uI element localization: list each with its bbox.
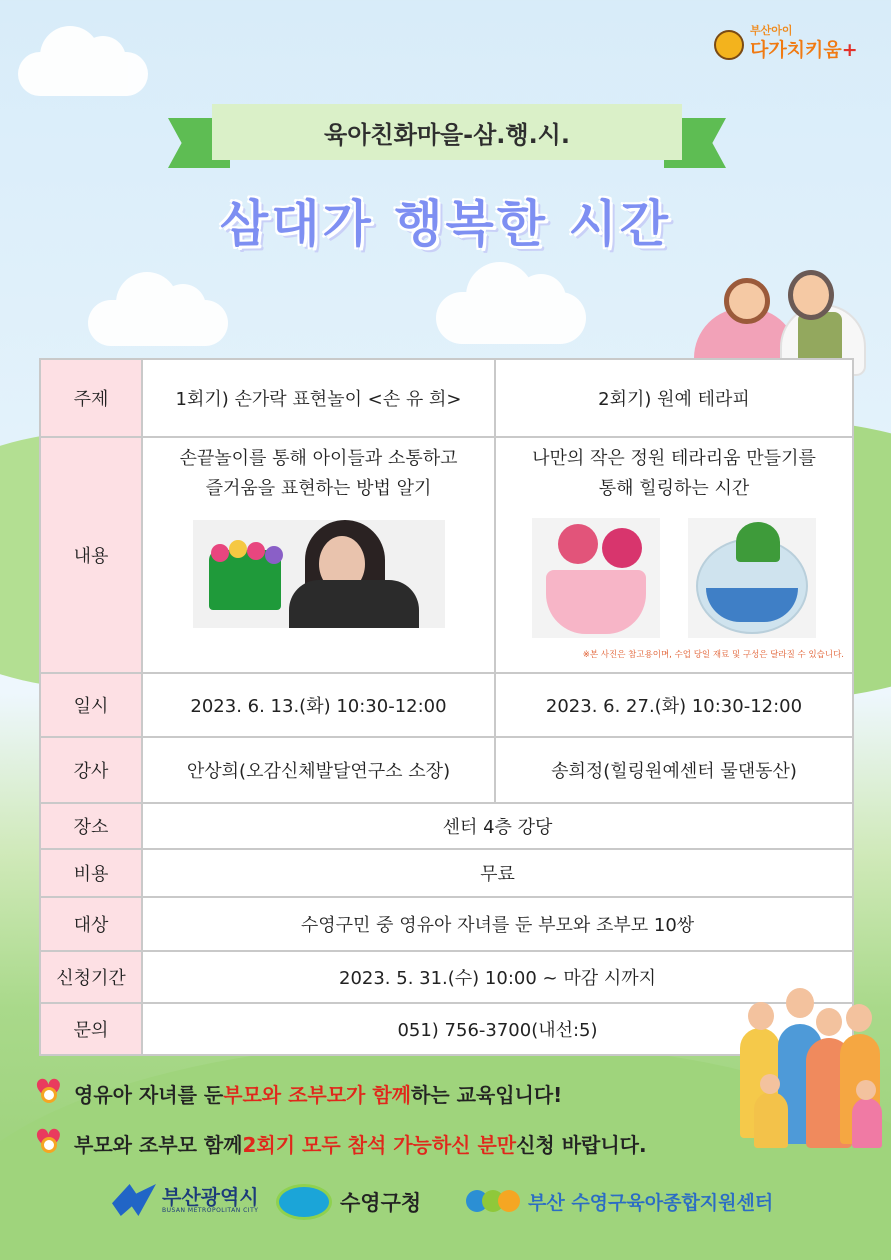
content-line: 손끝놀이를 통해 아이들과 소통하고 <box>179 448 458 469</box>
table-row <box>40 437 853 673</box>
page-title: 삼대가 행복한 시간 <box>219 195 672 253</box>
table-row <box>40 897 853 951</box>
row-label: 문의 <box>40 1003 142 1055</box>
title-ribbon <box>168 104 726 170</box>
topic-session-2: 2회기) 원예 테라피 <box>495 359 853 437</box>
table-row <box>40 803 853 849</box>
row-label: 강사 <box>40 737 142 803</box>
table-row <box>40 849 853 897</box>
datetime-session-2: 2023. 6. 27.(화) 10:30-12:00 <box>495 673 853 737</box>
notice-list <box>34 1074 734 1174</box>
list-item: ♥ 영유아 자녀를 둔 부모와 조부모가 함께 하는 교육입니다! <box>34 1074 734 1112</box>
logo-title: 다가치키움+ <box>750 39 858 61</box>
program-info-table <box>39 358 854 1056</box>
instructor-session-1: 안상희(오감신체발달연구소 소장) <box>142 737 495 803</box>
childcare-center-logo: 부산 수영구육아종합지원센터 <box>466 1186 773 1216</box>
row-label: 내용 <box>40 437 142 673</box>
row-label: 일시 <box>40 673 142 737</box>
datetime-session-1: 2023. 6. 13.(화) 10:30-12:00 <box>142 673 495 737</box>
bee-icon <box>714 30 744 60</box>
list-item: ♥ 부모와 조부모 함께 2회기 모두 참석 가능하신 분만 신청 바랍니다. <box>34 1124 734 1162</box>
ribbon-text: 육아친화마을-삼.행.시. <box>212 104 682 160</box>
topic-session-1: 1회기) 손가락 표현놀이 <손 유 희> <box>142 359 495 437</box>
row-label: 비용 <box>40 849 142 897</box>
table-row <box>40 673 853 737</box>
table-row <box>40 1003 853 1055</box>
content-line: 나만의 작은 정원 테라리움 만들기를 <box>532 448 816 469</box>
busan-mark-icon <box>112 1184 156 1216</box>
table-row <box>40 951 853 1003</box>
row-label: 신청기간 <box>40 951 142 1003</box>
instructor-session-2: 송희정(힐링원예센터 물댄동산) <box>495 737 853 803</box>
content-session-2 <box>495 437 853 673</box>
suyeong-office-logo: 수영구청 <box>276 1184 421 1220</box>
center-mark-icon <box>466 1186 522 1216</box>
table-row <box>40 737 853 803</box>
place-value: 센터 4층 강당 <box>142 803 853 849</box>
logo-subtitle: 부산아이 <box>750 24 793 37</box>
brand-logo <box>714 22 884 66</box>
heart-icon <box>34 1080 60 1106</box>
terrarium-photo <box>688 518 816 638</box>
apply-period-value: 2023. 5. 31.(수) 10:00 ~ 마감 시까지 <box>142 951 853 1003</box>
cloud <box>18 52 148 96</box>
photo-note: ※본 사진은 참고용이며, 수업 당일 재료 및 구성은 달라질 수 있습니다. <box>582 650 844 660</box>
suyeong-mark-icon <box>276 1184 332 1220</box>
table-row <box>40 359 853 437</box>
cost-value: 무료 <box>142 849 853 897</box>
content-line: 즐거움을 표현하는 방법 알기 <box>205 478 432 499</box>
row-label: 주제 <box>40 359 142 437</box>
busan-city-logo: 부산광역시 BUSAN METROPOLITAN CITY <box>112 1184 259 1216</box>
cloud <box>88 300 228 346</box>
terrarium-photo <box>532 518 660 638</box>
family-illustration <box>736 968 886 1158</box>
sponsor-footer <box>0 1176 891 1232</box>
plus-icon: + <box>841 39 858 61</box>
row-label: 대상 <box>40 897 142 951</box>
heart-icon <box>34 1130 60 1156</box>
finger-puppet-photo <box>193 520 445 628</box>
content-session-1 <box>142 437 495 673</box>
cloud <box>436 292 586 344</box>
row-label: 장소 <box>40 803 142 849</box>
contact-value: 051) 756-3700(내선:5) <box>142 1003 853 1055</box>
target-value: 수영구민 중 영유아 자녀를 둔 부모와 조부모 10쌍 <box>142 897 853 951</box>
content-line: 통해 힐링하는 시간 <box>598 478 750 499</box>
